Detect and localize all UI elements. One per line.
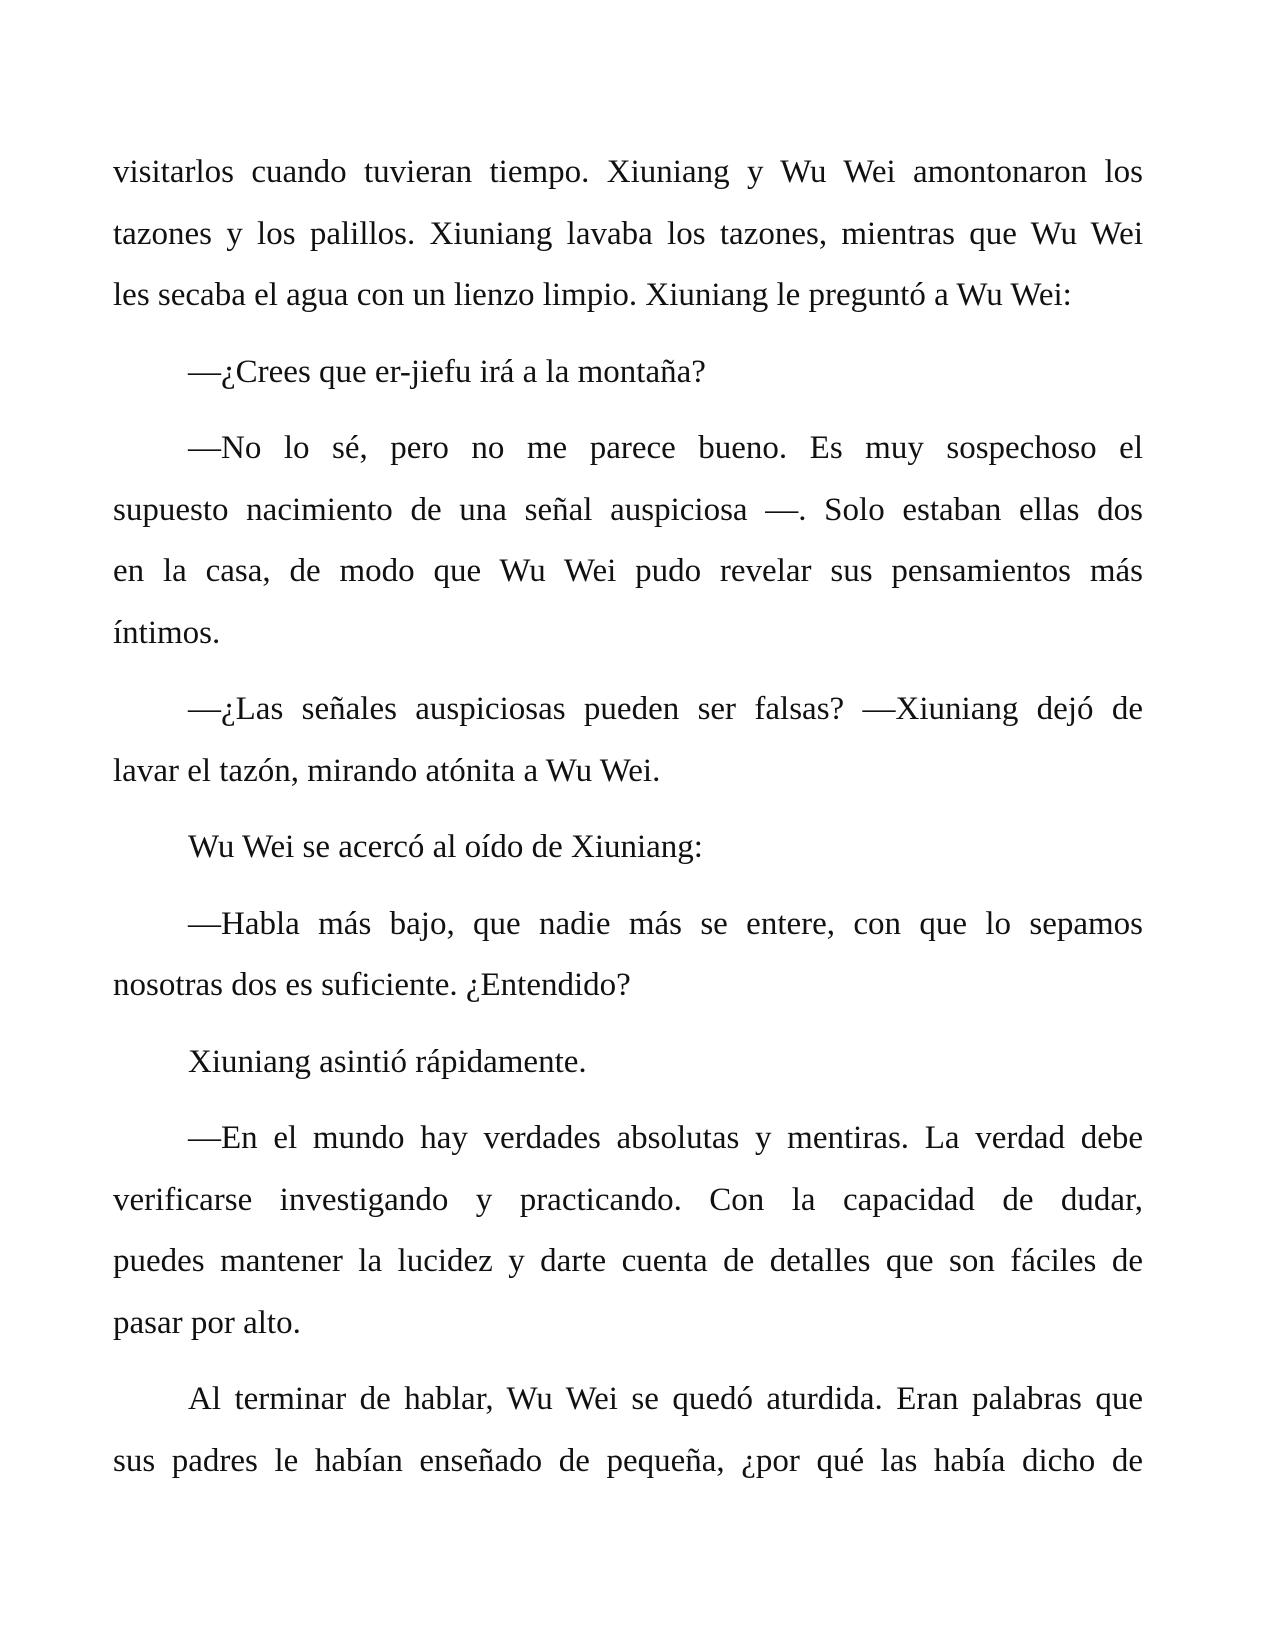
text-line: íntimos. <box>113 614 221 651</box>
paragraph <box>113 679 1143 802</box>
text-line: en la casa, de modo que Wu Wei pudo revelar sus pensamientos más <box>113 553 1143 589</box>
paragraph <box>113 1369 1143 1492</box>
text-line: —No lo sé, pero no me parece bueno. Es muy sospechoso el <box>188 430 1143 466</box>
text-line: supuesto nacimiento de una señal auspiciosa —. Solo estaban ellas dos <box>113 491 1143 528</box>
text-line: sus padres le habían enseñado de pequeña, ¿por qué las había dicho de <box>113 1442 1143 1479</box>
text-line: puedes mantener la lucidez y darte cuenta de detalles que son fáciles de <box>113 1243 1143 1279</box>
paragraph <box>113 142 1143 327</box>
paragraph <box>113 817 1143 879</box>
text-line: Wu Wei se acercó al oído de Xiuniang: <box>188 829 703 865</box>
paragraph <box>113 342 1143 404</box>
text-line: visitarlos cuando tuvieran tiempo. Xiuniang y Wu Wei amontonaron los <box>113 154 1143 190</box>
text-line: tazones y los palillos. Xiuniang lavaba los tazones, mientras que Wu Wei <box>113 215 1143 252</box>
text-line: Al terminar de hablar, Wu Wei se quedó aturdida. Eran palabras que <box>188 1381 1143 1417</box>
document-page <box>113 142 1143 1507</box>
text-line: —¿Las señales auspiciosas pueden ser falsas? —Xiuniang dejó de <box>188 691 1143 727</box>
paragraph <box>113 1032 1143 1094</box>
text-line: lavar el tazón, mirando atónita a Wu Wei. <box>113 752 661 789</box>
text-line: —En el mundo hay verdades absolutas y mentiras. La verdad debe <box>188 1120 1143 1156</box>
text-line: Xiuniang asintió rápidamente. <box>188 1043 587 1080</box>
text-line: —Habla más bajo, que nadie más se entere, con que lo sepamos <box>188 905 1143 942</box>
paragraph <box>113 894 1143 1017</box>
paragraph <box>113 418 1143 664</box>
text-line: —¿Crees que er-jiefu irá a la montaña? <box>188 353 706 390</box>
paragraph <box>113 1108 1143 1354</box>
text-line: pasar por alto. <box>113 1304 301 1341</box>
text-line: verificarse investigando y practicando. Con la capacidad de dudar, <box>113 1181 1143 1218</box>
text-line: nosotras dos es suficiente. ¿Entendido? <box>113 967 631 1003</box>
text-line: les secaba el agua con un lienzo limpio. Xiuniang le preguntó a Wu Wei: <box>113 277 1072 313</box>
